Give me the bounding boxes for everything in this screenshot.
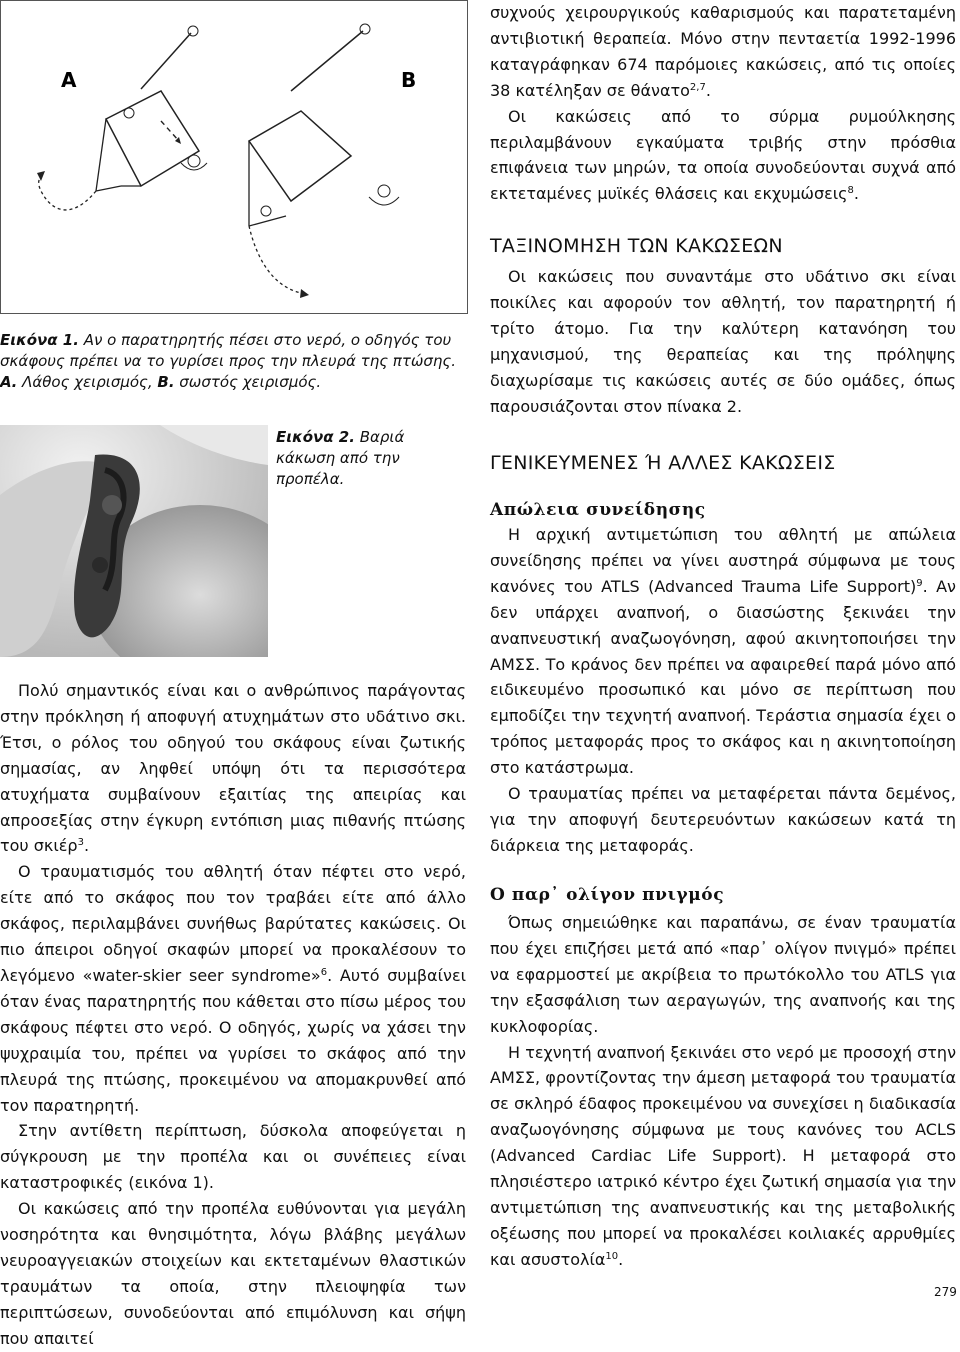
ref-9: 9 [916, 577, 923, 589]
wake-arrow-a [39, 176, 96, 210]
boat-maneuver-diagram [1, 1, 467, 313]
page-number: 279 [934, 1285, 957, 1299]
ref-6: 6 [320, 966, 328, 978]
boat-a [106, 91, 199, 186]
figure-1-caption-a-text: Λάθος χειρισμός, [17, 373, 158, 391]
left-paragraph-4: Οι κακώσεις από την προπέλα ευθύνονται για μεγάλη νοσηρότητα και θνησιμότητα, λόγω βλάβης μεγάλων νευροαγγειακών στοιχείων και εκτεταμένων θλαστικών τραυμάτων τα οποία, στην πλειοψηφία των περιπτώσεων, συνοδεύονται από επιμόλυνση και σήψη που απαιτεί [0, 1199, 466, 1348]
figure-1-label-b: B [401, 68, 417, 92]
right-paragraph-4: Ο τραυματίας πρέπει να μεταφέρεται πάντα δεμένος, για την αποφυγή δευτερευόντων κακώσεων κατά τη διάρκεια της μεταφοράς. [490, 784, 956, 855]
right-paragraph-2: Οι κακώσεις που συναντάμε στο υδάτινο σκι είναι ποικίλες και αφορούν τον αθλητή, τον παρατηρητή ή τρίτο άτομο. Για την καλύτερη κατανόηση του μηχανισμού, της θεραπείας και της πρόληψης διαχωρίσαμε τις κακώσεις αυτές σε δύο ομάδες, όπως παρουσιάζονται στον πίνακα 2. [490, 267, 956, 416]
fallen-observer-b [378, 185, 390, 197]
figure-1-caption-b-text: σωστός χειρισμός. [174, 373, 322, 391]
figure-1-caption [0, 330, 468, 393]
figure-1-caption-label: Εικόνα 1. [0, 331, 79, 349]
heading-near-drowning: Ο παρ᾽ ολίγον πνιγμός [490, 885, 725, 905]
left-paragraph-3: Στην αντίθετη περίπτωση, δύσκολα αποφεύγεται η σύγκρουση με την προπέλα και οι συνέπειες είναι καταστροφικές (εικόνα 1). [0, 1121, 466, 1193]
right-paragraph-5: Όπως σημειώθηκε και παραπάνω, σε έναν τραυματία που έχει επιζήσει μετά από «παρ᾽ ολίγον πνιγμό» πρέπει να εφαρμοστεί με ακρίβεια το πρωτόκολλο του ATLS για την εξασφάλιση των αεραγωγών, της αναπνοής και της κυκλοφορίας. [490, 913, 956, 1036]
ref-10: 10 [605, 1250, 619, 1262]
wake-arrow-b [249, 226, 301, 293]
figure-2-caption-text: Βαριά κάκωση από την προπέλα. [276, 428, 405, 488]
figure-1-caption-b-label: Β. [157, 373, 175, 391]
heading-generalized-injuries: ΓΕΝΙΚΕΥΜΕΝΕΣ Ή ΑΛΛΕΣ ΚΑΚΩΣΕΙΣ [490, 452, 836, 474]
right-paragraph-0: συχνούς χειρουργικούς καθαρισμούς και παρατεταμένη αντιβιοτική θεραπεία. Μόνο στην πενταετία 1992-1996 καταγράφηκαν 674 παρόμοιες κακώσεις, από τις οποίες 38 κατέληξαν σε θάνατο$^{2,7}$. [490, 3, 956, 100]
figure-1-caption-a-label: Α. [0, 373, 18, 391]
ref-2-7: 2,7 [689, 81, 706, 93]
right-column-classification [490, 264, 956, 419]
heading-loss-of-consciousness: Απώλεια συνείδησης [490, 500, 706, 520]
right-column-near-drowning [490, 910, 956, 1273]
left-column [0, 678, 466, 1352]
tow-line-a [141, 33, 191, 89]
figure-2-photo [0, 425, 268, 657]
left-paragraph-2: Ο τραυματισμός του αθλητή όταν πέφτει στο νερό, είτε από το σκάφος που τον τραβάει είτε από άλλο σκάφος, περιλαμβάνει συνήθως βαρύτατες κακώσεις. Οι πιο άπειροι οδηγοί σκαφών μπορεί να προκαλέσουν το λεγόμενο «water-skier seer syndrome»$^6$. Αυτό συμβαίνει όταν ένας παρατηρητής που κάθεται στο πίσω μέρος του σκάφους πέφτει στο νερό. Ο οδηγός, χωρίς να χάσει την ψυχραιμία του, πρέπει να γυρίσει το σκάφος από την πλευρά της πτώσης, προκειμένου να απομακρυνθεί από τον παρατηρητή. [0, 862, 467, 1115]
right-paragraph-1: Οι κακώσεις από το σύρμα ρυμούλκησης περιλαμβάνουν εγκαύματα τριβής στην πρόσθια επιφάνεια των μηρών, τα οποία συνοδεύονται συχνά από εκτεταμένες μυϊκές θλάσεις και εκχυμώσεις$^8$. [490, 106, 956, 204]
tow-line-b [291, 31, 363, 91]
right-column-consciousness [490, 522, 956, 859]
figure-1-diagram [0, 0, 468, 314]
left-paragraph-1: Πολύ σημαντικός είναι και ο ανθρώπινος παράγοντας στην πρόκληση ή αποφυγή ατυχημάτων στο υδάτινο σκι. Έτσι, ο ρόλος του οδηγού του σκάφους είναι ζωτικής σημασίας, αν ληφθεί υπόψη ότι τα περισσότερα ατυχήματα συμβαίνουν εξαιτίας της απειρίας και απροσεξίας στην έγκυρη εντόπιση μιας πιθανής πτώσης του σκιέρ$^3$. [0, 681, 466, 856]
boat-b [249, 111, 351, 201]
ref-3: 3 [77, 837, 84, 849]
right-paragraph-3: Η αρχική αντιμετώπιση του αθλητή με απώλεια συνείδησης πρέπει να γίνει αυστηρά σύμφωνα με τους κανόνες του ATLS (Advanced Trauma Life Support)$^9$. Αν δεν υπάρχει αναπνοή, ο διασώστης ξεκινάει την αναπνευστική αναζωογόνηση, αφού ακινητοποιήσει την ΑΜΣΣ. Το κράνος δεν πρέπει να αφαιρεθεί παρά μόνο από ειδικευμένο προσωπικό και μόνο σε περίπτωση που εμποδίζει την τεχνητή αναπνοή. Τεράστια σημασία έχει ο τρόπος μεταφοράς προς το σκάφος και η ακινητοποίηση στο κατάστρωμα. [490, 525, 956, 778]
figure-1-label-a: A [61, 68, 77, 92]
right-column-top [490, 0, 956, 207]
driver-a [124, 108, 134, 118]
heading-classification: ΤΑΞΙΝΟΜΗΣΗ ΤΩΝ ΚΑΚΩΣΕΩΝ [490, 235, 783, 257]
figure-2-caption-label: Εικόνα 2. [276, 428, 355, 446]
skier-a [188, 26, 198, 36]
figure-2-caption [276, 427, 466, 490]
ref-8: 8 [847, 185, 854, 197]
fallen-observer-a [188, 155, 200, 167]
right-paragraph-6: Η τεχνητή αναπνοή ξεκινάει στο νερό με προσοχή στην ΑΜΣΣ, φροντίζοντας την άμεση μεταφορά του τραυματία σε σκληρό έδαφος προκειμένου να συνεχίσει η διαδικασία αναζωογόνησης σύμφωνα με τους κανόνες του ACLS (Advanced Cardiac Life Support). Η μεταφορά στο πλησιέστερο ιατρικό κέντρο έχει ζωτική σημασία για την αντιμετώπιση της αναπνευστικής και της μεταβολικής οξέωσης που μπορεί να προκαλέσει κοιλιακές αρρυθμίες και ασυστολία$^{10}$. [490, 1042, 956, 1269]
skier-b [360, 24, 370, 34]
driver-b [261, 206, 271, 216]
figure-1-caption-text: Αν ο παρατηρητής πέσει στο νερό, ο οδηγός του σκάφους πρέπει να το γυρίσει προς την πλευρά της πτώσης. [0, 331, 456, 370]
